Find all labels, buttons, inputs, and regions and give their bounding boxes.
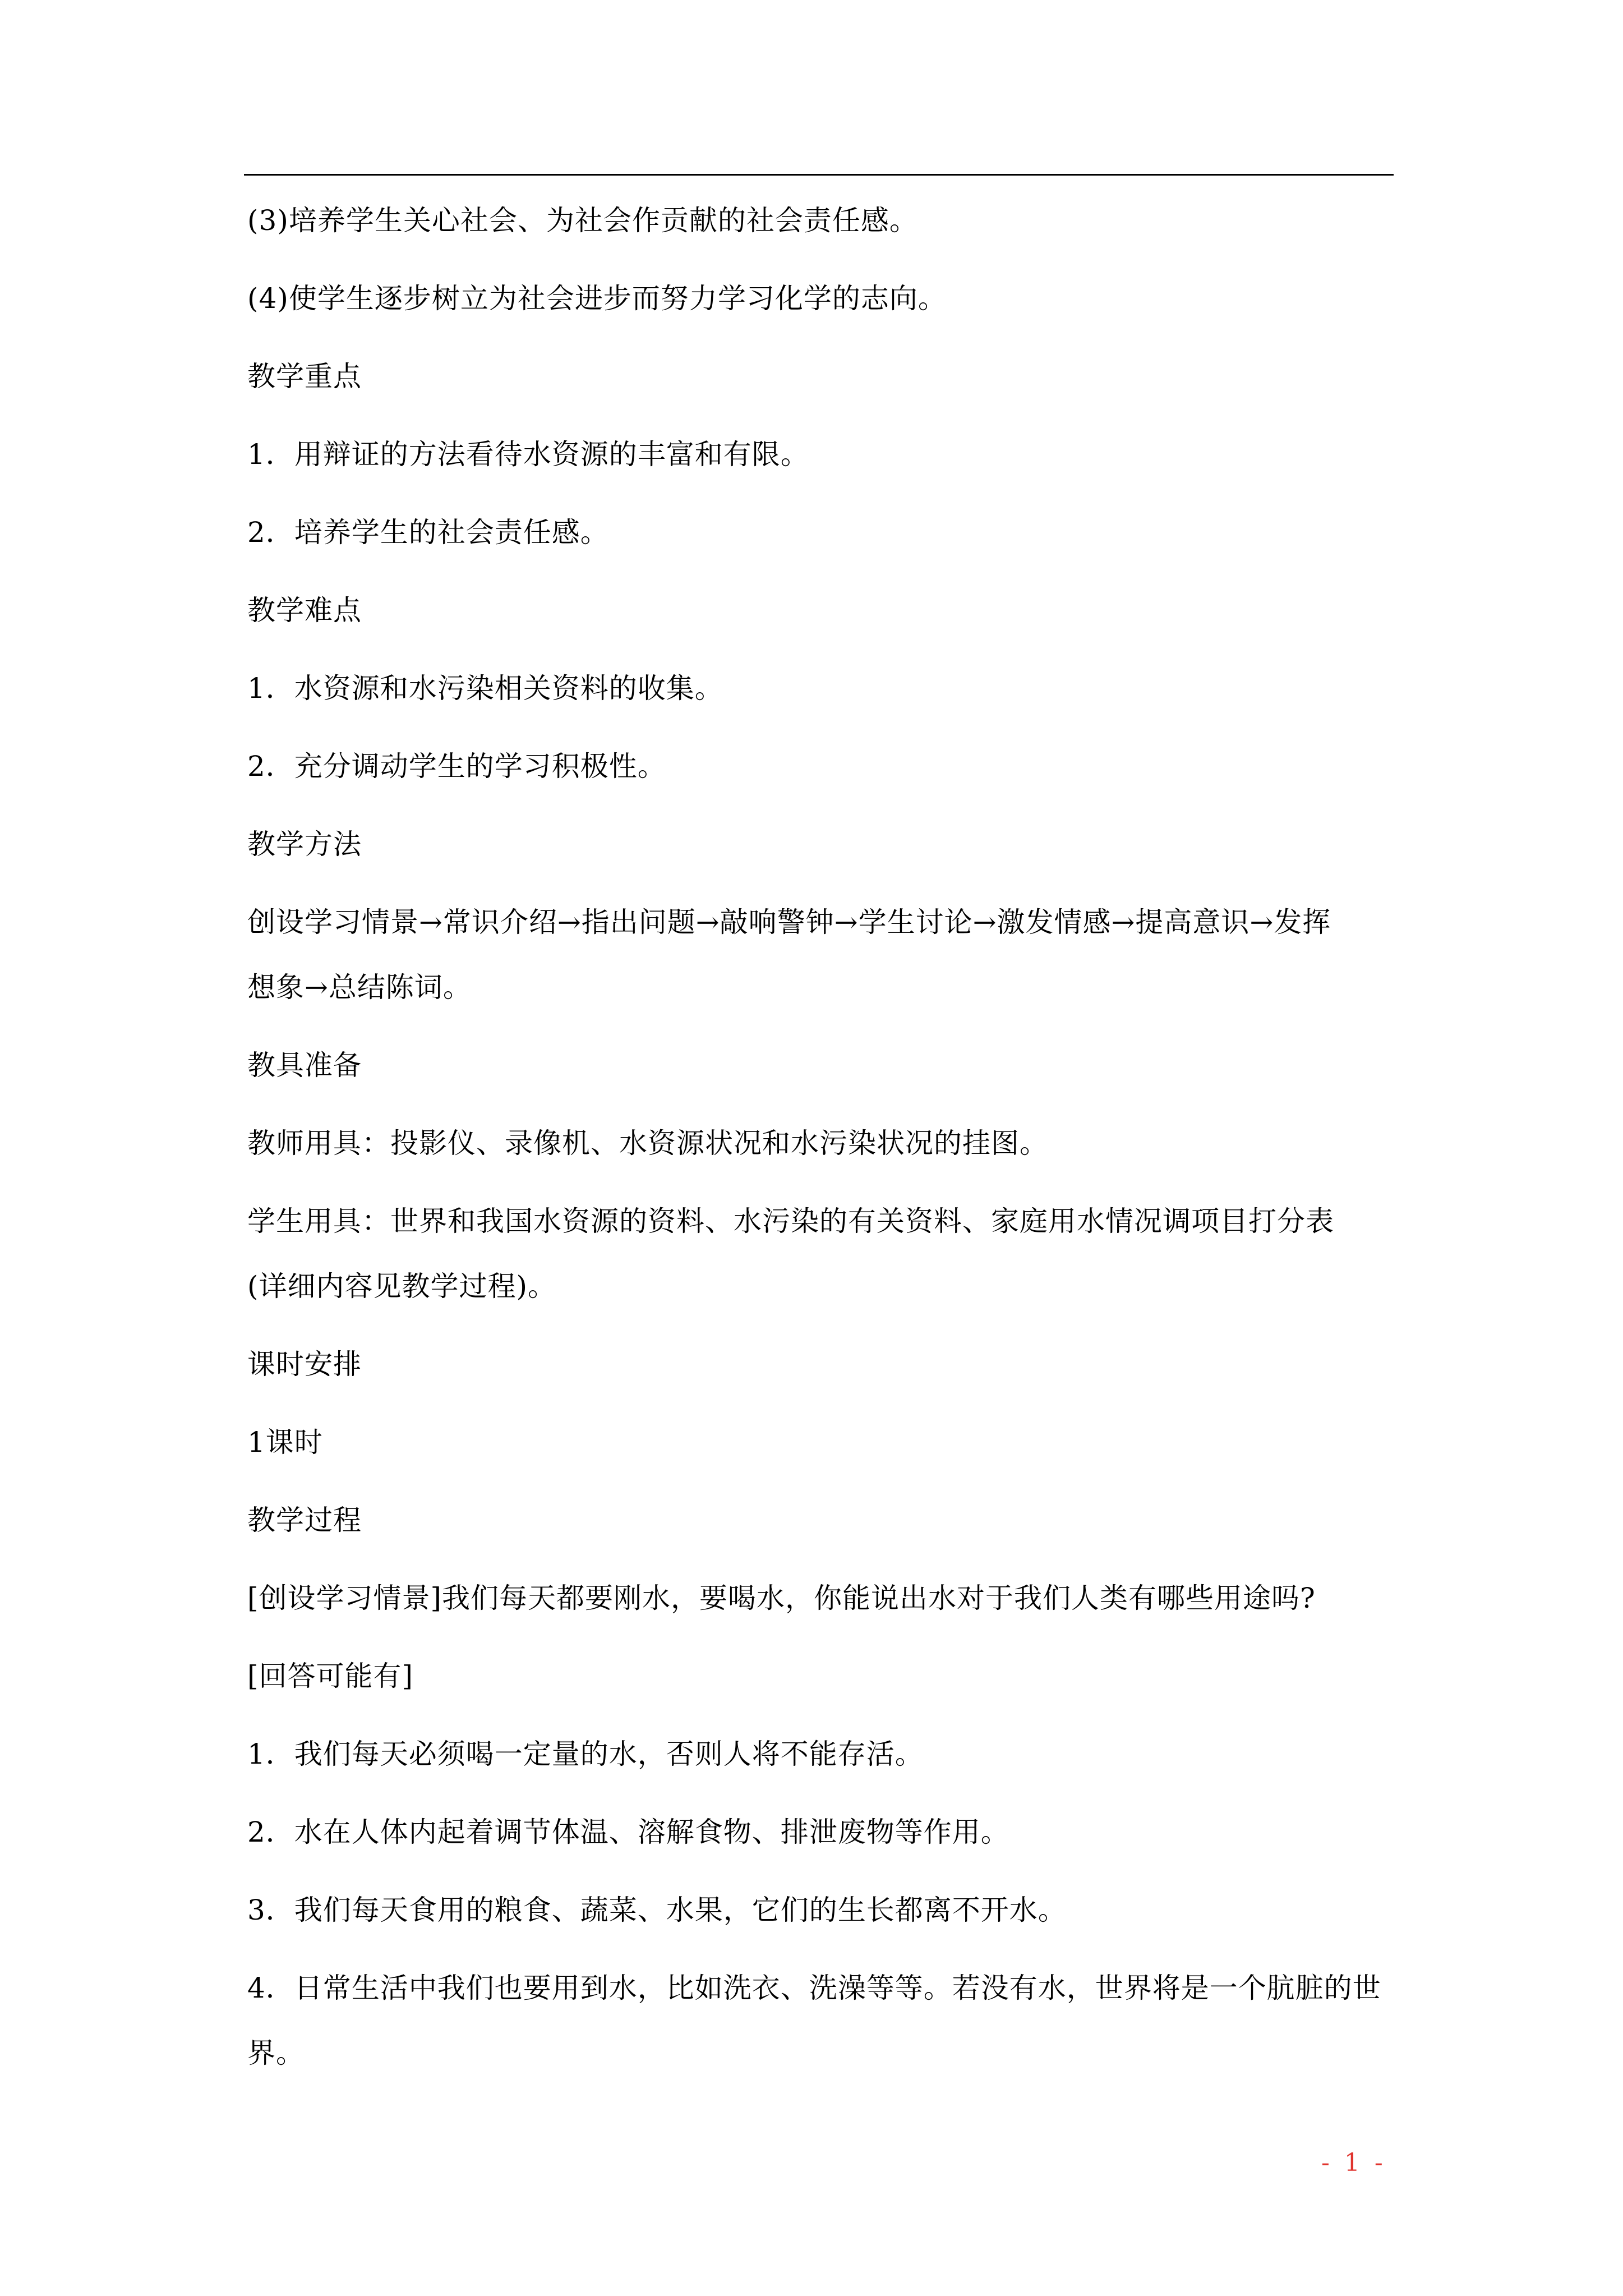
schedule-value: 1课时	[247, 1426, 323, 1458]
student-materials-line-2: (详细内容见教学过程)。	[247, 1270, 557, 1303]
possible-answers-label: [回答可能有]	[247, 1660, 414, 1692]
difficulty-2: 2．充分调动学生的学习积极性。	[247, 750, 666, 783]
section-heading-schedule: 课时安排	[247, 1348, 362, 1381]
section-heading-process: 教学过程	[247, 1504, 362, 1536]
key-point-2: 2．培养学生的社会责任感。	[247, 516, 609, 549]
section-heading-materials: 教具准备	[247, 1049, 362, 1082]
student-materials-line-1: 学生用具：世界和我国水资源的资料、水污染的有关资料、家庭用水情况调项目打分表	[247, 1205, 1334, 1237]
method-line-1: 创设学习情景→常识介绍→指出问题→敲响警钟→学生讨论→激发情感→提高意识→发挥	[247, 906, 1331, 938]
answer-3: 3．我们每天食用的粮食、蔬菜、水果，它们的生长都离不开水。	[247, 1894, 1067, 1926]
method-line-2: 想象→总结陈词。	[247, 971, 472, 1004]
teacher-materials: 教师用具：投影仪、录像机、水资源状况和水污染状况的挂图。	[247, 1127, 1048, 1159]
page-number: - 1 -	[1321, 2148, 1386, 2177]
key-point-1: 1．用辩证的方法看待水资源的丰富和有限。	[247, 438, 809, 471]
section-heading-key-points: 教学重点	[247, 360, 362, 393]
difficulty-1: 1．水资源和水污染相关资料的收集。	[247, 672, 723, 705]
objective-4: (4)使学生逐步树立为社会进步而努力学习化学的志向。	[247, 282, 947, 315]
answer-4-line-2: 界。	[247, 2037, 305, 2069]
answer-2: 2．水在人体内起着调节体温、溶解食物、排泄废物等作用。	[247, 1816, 1009, 1848]
document-body	[247, 206, 1397, 2117]
objective-3: (3)培养学生关心社会、为社会作贡献的社会责任感。	[247, 204, 918, 237]
section-heading-difficulties: 教学难点	[247, 594, 362, 627]
section-heading-method: 教学方法	[247, 828, 362, 861]
answer-1: 1．我们每天必须喝一定量的水，否则人将不能存活。	[247, 1738, 924, 1770]
answer-4-line-1: 4．日常生活中我们也要用到水，比如洗衣、洗澡等等。若没有水，世界将是一个肮脏的世	[247, 1972, 1381, 2004]
process-intro: [创设学习情景]我们每天都要刚水，要喝水，你能说出水对于我们人类有哪些用途吗?	[247, 1582, 1316, 1614]
header-rule	[244, 174, 1394, 176]
